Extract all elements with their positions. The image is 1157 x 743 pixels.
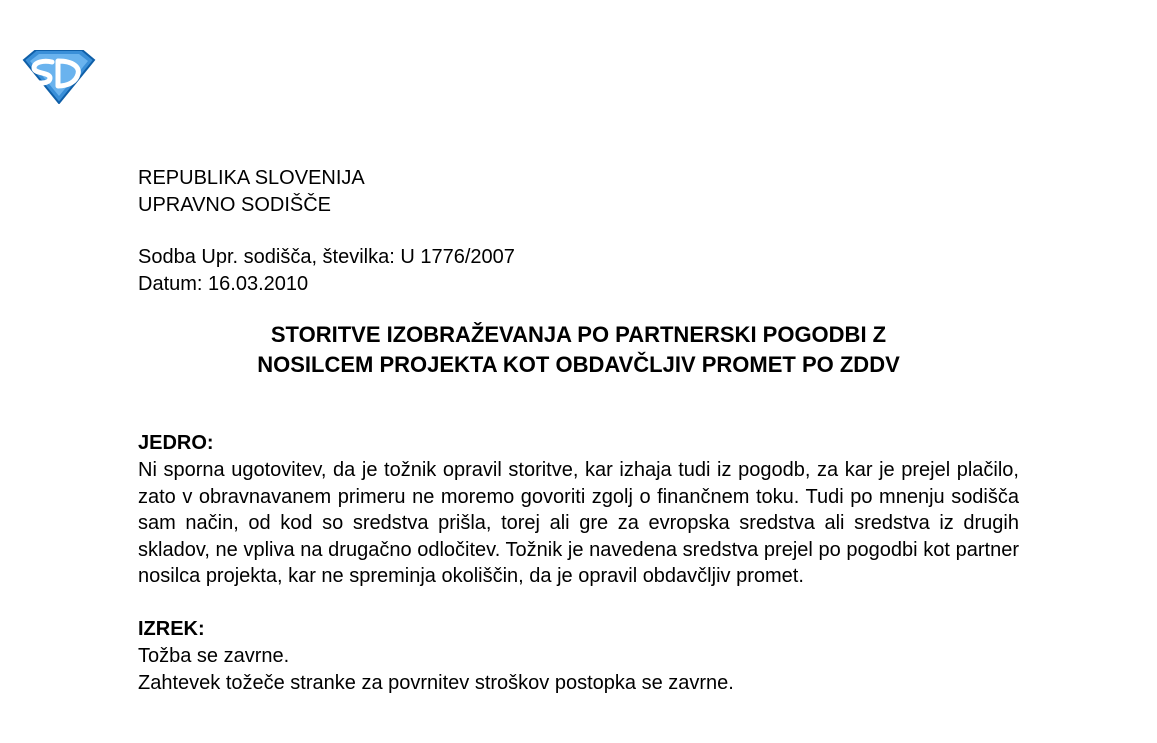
- title-line-2: NOSILCEM PROJEKTA KOT OBDAVČLJIV PROMET PO ZDDV: [257, 352, 900, 377]
- sd-logo-icon: [22, 50, 96, 104]
- document-body: [138, 165, 1019, 697]
- title-line-1: STORITVE IZOBRAŽEVANJA PO PARTNERSKI POGODBI Z: [270, 322, 887, 347]
- country-name: REPUBLIKA SLOVENIJA: [138, 167, 365, 189]
- document-title: [138, 320, 1019, 380]
- izrek-line-1: Tožba se zavrne.: [138, 644, 290, 667]
- decision-date: Datum: 16.03.2010: [138, 273, 309, 295]
- jedro-heading: JEDRO:: [138, 432, 214, 454]
- izrek-heading: IZREK:: [138, 617, 205, 640]
- jedro-text: Ni sporna ugotovitev, da je tožnik opravil storitve, kar izhaja tudi iz pogodb, za kar je prejel plačilo, zato v obravnavanem primeru ne moremo govoriti zgolj o finančnem toku. Tudi po mnenju sodišča sam način, od kod so sredstva prišla, torej ali gre za evropska sredstva ali sredstva iz drugih skladov, ne vpliva na drugačno odločitev. Tožnik je navedena sredstva prejel po pogodbi kot partner nosilca projekta, kar ne spreminja okoliščin, da je opravil obdavčljiv promet.: [138, 459, 1019, 588]
- court-name: UPRAVNO SODIŠČE: [138, 194, 331, 216]
- izrek-line-2: Zahtevek tožeče stranke za povrnitev stroškov postopka se zavrne.: [138, 671, 734, 694]
- case-reference: Sodba Upr. sodišča, številka: U 1776/2007: [138, 246, 515, 268]
